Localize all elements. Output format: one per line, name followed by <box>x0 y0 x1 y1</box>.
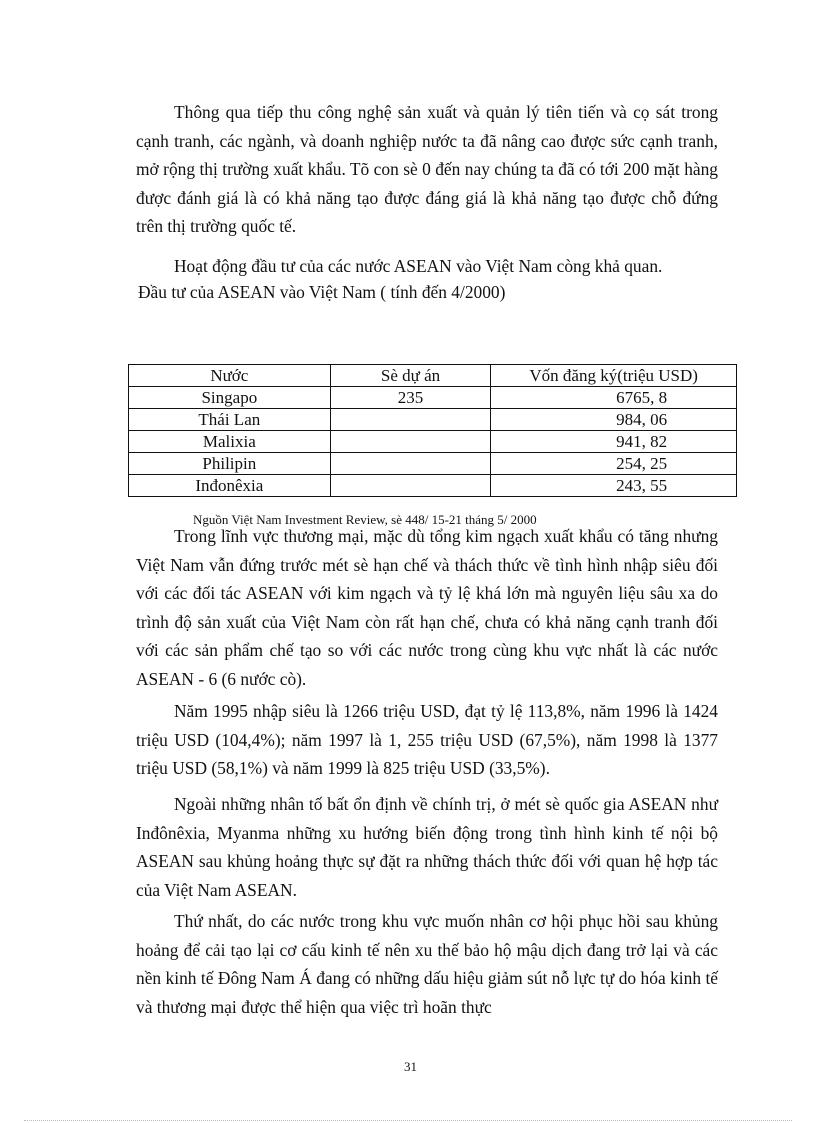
paragraph-instability: Ngoài những nhân tố bất ổn định về chính trị, ở mét sè quốc gia ASEAN như Inđônêxia, Myanma những xu hướng biến động trong tình hình kinh tế nội bộ ASEAN sau khủng hoảng thực sự đặt ra những thách thức đối với quan hệ hợp tác của Việt Nam ASEAN. <box>136 794 718 900</box>
cell-projects: 235 <box>330 387 491 409</box>
paragraph-trade-deficit: Năm 1995 nhập siêu là 1266 triệu USD, đạt tỷ lệ 113,8%, năm 1996 là 1424 triệu USD (104,4%); năm 1997 là 1, 255 triệu USD (67,5%), năm 1998 là 1377 triệu USD (58,1%) và năm 1999 là 825 triệu USD (33,5%). <box>136 701 718 778</box>
table-row <box>129 431 737 453</box>
cell-capital: 254, 25 <box>491 453 737 475</box>
table-row <box>129 475 737 497</box>
cell-country: Singapo <box>129 387 331 409</box>
cell-projects <box>330 475 491 497</box>
cell-country: Malixia <box>129 431 331 453</box>
cell-capital: 941, 82 <box>491 431 737 453</box>
paragraph-asean-investment: Hoạt động đầu tư của các nước ASEAN vào Việt Nam còng khả quan. <box>174 256 663 276</box>
header-country: Nước <box>129 365 331 387</box>
table-row <box>129 387 737 409</box>
cell-country: Philipin <box>129 453 331 475</box>
cell-country: Inđonêxia <box>129 475 331 497</box>
header-capital: Vốn đăng ký(triệu USD) <box>491 365 737 387</box>
investment-table <box>128 364 737 497</box>
paragraph-technology: Thông qua tiếp thu công nghệ sản xuất và quản lý tiên tiến và cọ sát trong cạnh tranh, các ngành, và doanh nghiệp nước ta đã nâng cao được sức cạnh tranh, mở rộng thị trường xuất khẩu. Tõ con sè 0 đến nay chúng ta đã có tới 200 mặt hàng được đánh giá là có khả năng tạo được đáng giá là khả năng tạo được chỗ đứng trên thị trường quốc tế. <box>136 102 718 236</box>
table-row <box>129 453 737 475</box>
paragraph-trade: Trong lĩnh vực thương mại, mặc dù tổng kim ngạch xuất khẩu có tăng nhưng Việt Nam vẫn đứng trước mét sè hạn chế và thách thức về tình hình nhập siêu đối với các đối tác ASEAN với kim ngạch và tỷ lệ khá lớn mà nguyên liệu sâu xa do trình độ sản xuất của Việt Nam còn rất hạn chế, chưa có khả năng cạnh tranh đối với các sản phẩm chế tạo so với các nước trong cùng khu vực nhất là các nước ASEAN - 6 (6 nước cò). <box>136 526 718 689</box>
cell-capital: 243, 55 <box>491 475 737 497</box>
cell-projects <box>330 409 491 431</box>
cell-capital: 984, 06 <box>491 409 737 431</box>
header-projects: Sè dự án <box>330 365 491 387</box>
page-bottom-divider <box>24 1120 792 1121</box>
table-source-note: Nguồn Việt Nam Investment Review, sè 448/ 15-21 tháng 5/ 2000 <box>193 512 537 527</box>
cell-country: Thái Lan <box>129 409 331 431</box>
table-header-row <box>129 365 737 387</box>
table-caption: Đầu tư của ASEAN vào Việt Nam ( tính đến 4/2000) <box>138 282 506 302</box>
cell-projects <box>330 431 491 453</box>
page-number: 31 <box>404 1059 417 1074</box>
cell-capital: 6765, 8 <box>491 387 737 409</box>
paragraph-first-point: Thứ nhất, do các nước trong khu vực muốn nhân cơ hội phục hồi sau khủng hoảng để cải tạo lại cơ cấu kinh tế nên xu thế bảo hộ mậu dịch đang trở lại và các nền kinh tế Đông Nam Á đang có những dấu hiệu giảm sút nỗ lực tự do hóa kinh tế và thương mại được thể hiện qua việc trì hoãn thực <box>136 911 718 1017</box>
cell-projects <box>330 453 491 475</box>
table-row <box>129 409 737 431</box>
